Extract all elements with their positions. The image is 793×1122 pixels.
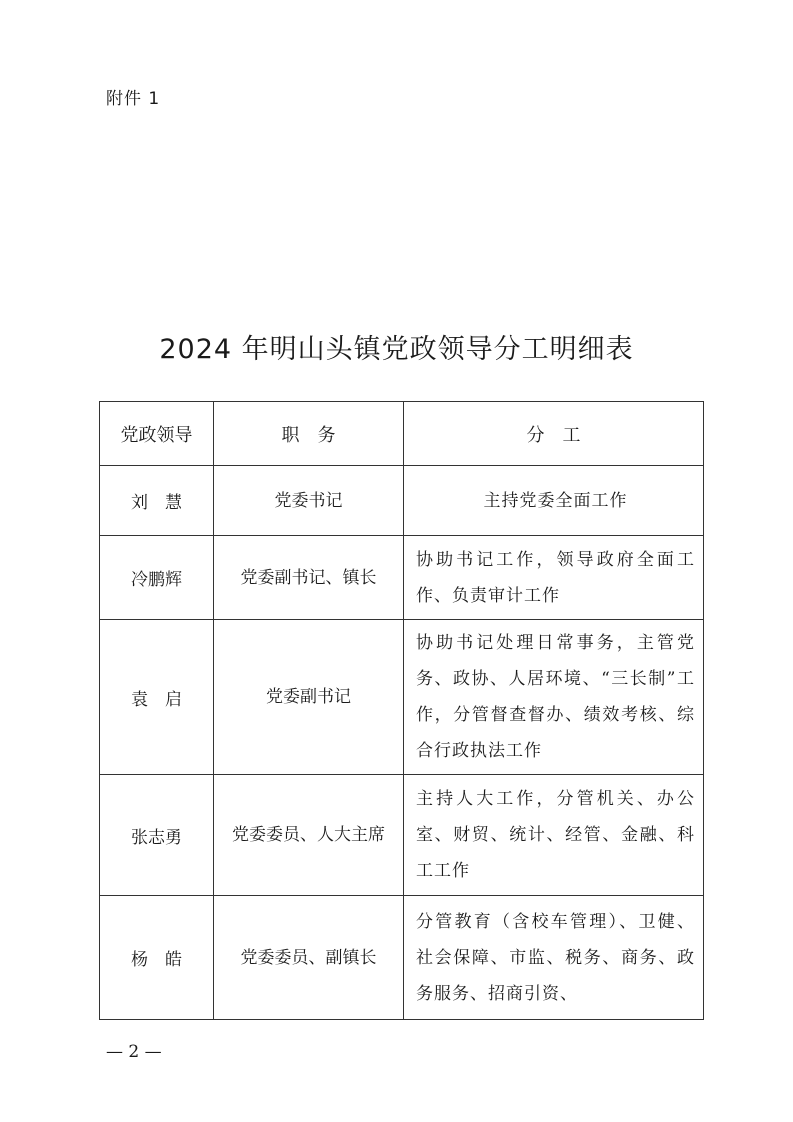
leader-duty: 主持人大工作，分管机关、办公室、财贸、统计、经管、金融、科工工作 bbox=[404, 775, 704, 896]
header-duty: 分 工 bbox=[404, 402, 704, 466]
division-of-labor-table bbox=[99, 401, 704, 1020]
table-header-row bbox=[100, 402, 704, 466]
leader-position: 党委副书记 bbox=[214, 620, 404, 775]
leader-duty: 主持党委全面工作 bbox=[404, 466, 704, 536]
leader-position: 党委副书记、镇长 bbox=[214, 536, 404, 620]
header-position: 职 务 bbox=[214, 402, 404, 466]
table-row bbox=[100, 896, 704, 1020]
leader-position: 党委委员、副镇长 bbox=[214, 896, 404, 1020]
table-row bbox=[100, 620, 704, 775]
leader-name: 刘 慧 bbox=[100, 466, 214, 536]
document-title: 2024 年明山头镇党政领导分工明细表 bbox=[159, 334, 634, 365]
leader-name: 杨 皓 bbox=[100, 896, 214, 1020]
attachment-label: 附件 1 bbox=[106, 89, 161, 109]
page-number: — 2 — bbox=[106, 1042, 162, 1062]
table-row bbox=[100, 466, 704, 536]
leader-position: 党委委员、人大主席 bbox=[214, 775, 404, 896]
leader-duty: 分管教育（含校车管理）、卫健、社会保障、市监、税务、商务、政务服务、招商引资、 bbox=[404, 896, 704, 1020]
leader-duty: 协助书记工作，领导政府全面工作、负责审计工作 bbox=[404, 536, 704, 620]
header-leader: 党政领导 bbox=[100, 402, 214, 466]
leader-duty: 协助书记处理日常事务，主管党务、政协、人居环境、“三长制”工作，分管督查督办、绩效考核、综合行政执法工作 bbox=[404, 620, 704, 775]
leader-name: 冷鹏辉 bbox=[100, 536, 214, 620]
leader-name: 袁 启 bbox=[100, 620, 214, 775]
table-row bbox=[100, 775, 704, 896]
leader-position: 党委书记 bbox=[214, 466, 404, 536]
table-row bbox=[100, 536, 704, 620]
leader-name: 张志勇 bbox=[100, 775, 214, 896]
